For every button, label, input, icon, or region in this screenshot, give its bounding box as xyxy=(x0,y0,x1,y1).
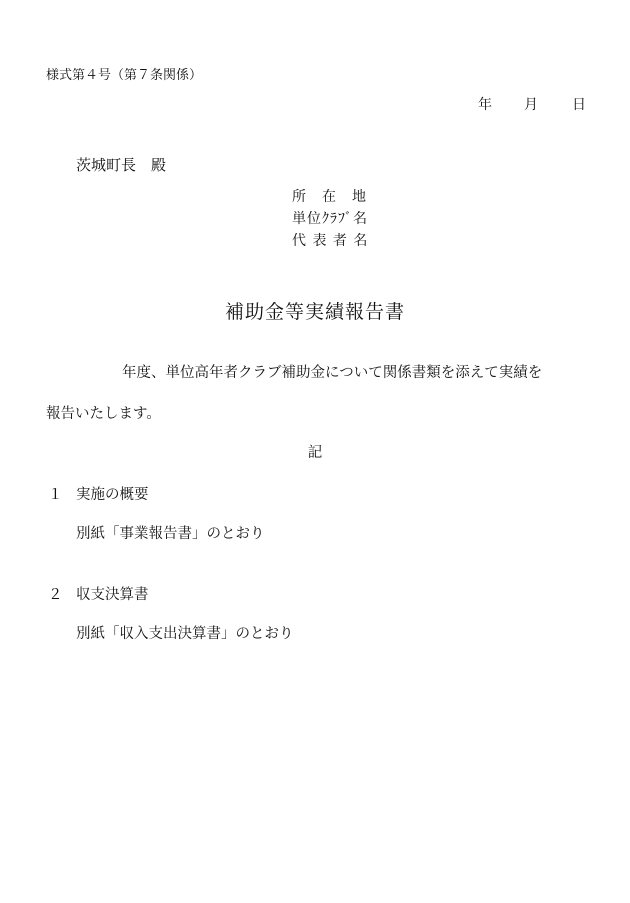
sender-block xyxy=(292,186,368,252)
item-1-number: １ xyxy=(48,487,63,503)
form-number: 様式第４号（第７条関係） xyxy=(46,68,203,83)
item-2-detail: 別紙「収入支出決算書」のとおり xyxy=(76,626,294,642)
document-title: 補助金等実績報告書 xyxy=(224,301,405,323)
sender-address-label: 所 在 地 xyxy=(292,189,367,205)
recipient: 茨城町長 殿 xyxy=(76,156,167,174)
sender-representative-label: 代 表 者 名 xyxy=(292,233,369,249)
body-text-line-2: 報告いたします。 xyxy=(46,406,161,422)
ki-heading: 記 xyxy=(307,445,323,461)
item-1-title: 実施の概要 xyxy=(76,487,149,503)
item-1-detail: 別紙「事業報告書」のとおり xyxy=(76,526,265,542)
sender-club-label: 単位ｸﾗﾌﾞ名 xyxy=(292,211,368,227)
item-2-title: 収支決算書 xyxy=(76,587,149,603)
item-2-number: ２ xyxy=(48,587,63,603)
date-day-label: 日 xyxy=(572,97,586,113)
date-month-label: 月 xyxy=(524,97,538,113)
body-text-line-1: 年度、単位高年者クラブ補助金について関係書類を添えて実績を xyxy=(122,365,543,381)
date-year-label: 年 xyxy=(478,97,492,113)
